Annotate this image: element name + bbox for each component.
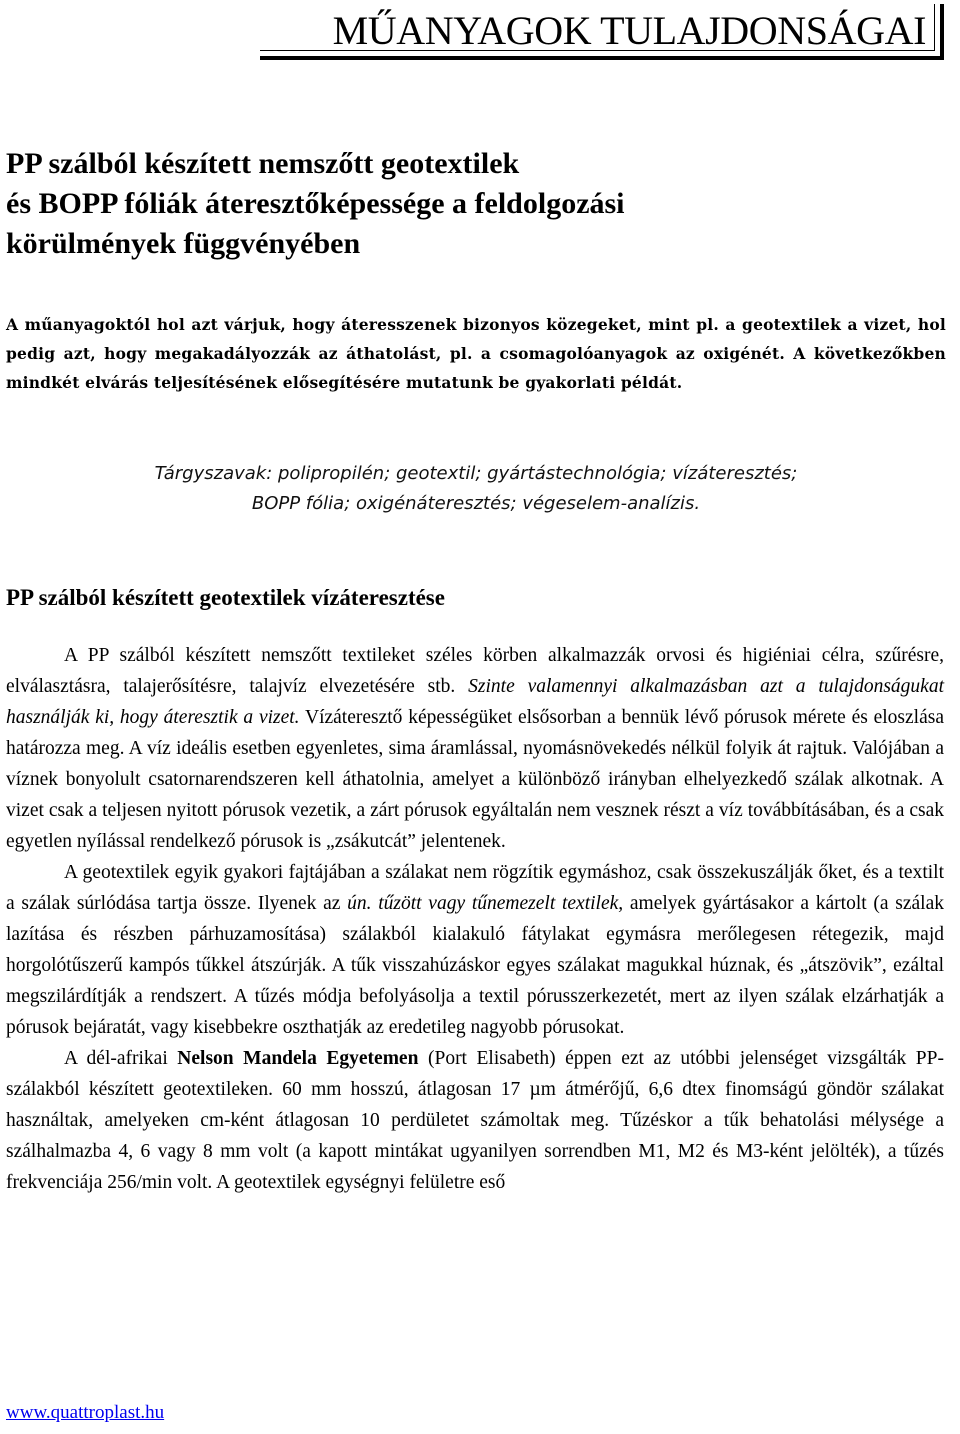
article-title-line-1: PP szálból készített nemszőtt geotextilek bbox=[6, 147, 520, 180]
header-rule-vertical bbox=[934, 4, 935, 51]
article-title bbox=[6, 144, 946, 264]
paragraph-3-bold: Nelson Mandela Egyetemen bbox=[177, 1048, 419, 1069]
footer-website-link[interactable]: www.quattroplast.hu bbox=[6, 1402, 165, 1423]
header-title: MŰANYAGOK TULAJDONSÁGAI bbox=[332, 8, 926, 53]
article-title-line-3: körülmények függvényében bbox=[6, 227, 361, 260]
paragraph-3-text-b: (Port Elisabeth) éppen ezt az utóbbi jelenséget vizsgálták PP-szálakból készített geotextileken. 60 mm hosszú, átlagosan 17 µm átmérőjű, 6,6 dtex finomságú göndör szálakat használtak, amelyeken cm-ként átlagosan 10 perdületet számoltak meg. Tűzéskor a tűk behatolási mélysége a szálhalmazba 4, 6 vagy 8 mm volt (a kapott mintákat ugyanilyen sorrendben M1, M2 és M3-ként jelölték), a tűzés frekvenciája 256/min volt. A geotextilek egységnyi felületre eső bbox=[6, 1048, 944, 1193]
paragraph-2 bbox=[6, 857, 944, 1043]
paragraph-1-text-b: Vízáteresztő képességüket elsősorban a bennük lévő pórusok mérete és eloszlása határozza meg. A víz ideális esetben egyenletes, sima áramlással, nyomásnövekedés nélkül folyik át rajtuk. Valójában a víznek bonyolult csatornarendszeren kell áthatolnia, amelyet a különböző irányban elhelyezkedő szálak alkotnak. A vizet csak a teljesen nyitott pórusok vezetik, a zárt pórusok egyáltalán nem vesznek részt a víz továbbításában, és a csak egyetlen nyílással rendelkező pórusok is „zsákutcát” jelentenek. bbox=[6, 707, 944, 852]
article-abstract: A műanyagoktól hol azt várjuk, hogy áteresszenek bizonyos közegeket, mint pl. a geotextilek a vizet, hol pedig azt, hogy megakadályozzák az áthatolást, pl. a csomagolóanyagok az oxigénét. A következőkben mindkét elvárás teljesítésének elősegítésére mutatunk be gyakorlati példát. bbox=[6, 315, 946, 392]
paragraph-3-text-a: A dél-afrikai bbox=[64, 1048, 178, 1069]
paragraph-2-text-b: amelyek gyártásakor a kártolt (a szálak lazítása és részben párhuzamosítása) szálakból kialakuló fátylakat egymásra merőlegesen rétegezik, majd horgolótűszerű kampós tűkkel átszúrják. A tűk visszahúzáskor egyes szálakat magukkal húznak, és „átszövik”, ezáltal megszilárdítják a rendszert. A tűzés módja befolyásolja a textil pórusszerkezetét, mert az ilyen szálak elzárhatják a pórusok bejáratát, vagy kisebbekre oszthatják az eredetileg nagyobb pórusokat. bbox=[6, 893, 944, 1038]
paragraph-2-italic: ún. tűzött vagy tűnemezelt textilek, bbox=[347, 893, 624, 914]
paragraph-1 bbox=[6, 640, 944, 857]
paragraph-1-text-a: A PP szálból készített nemszőtt textileket széles körben alkalmazzák orvosi és higiéniai célra, szűrésre, elválasztásra, talajerősítésre, talajvíz elvezetésére stb. bbox=[6, 645, 944, 697]
article-keywords bbox=[6, 459, 946, 519]
keywords-line-2: BOPP fólia; oxigénáteresztés; végeselem-analízis. bbox=[251, 493, 701, 514]
keywords-line-1: Tárgyszavak: polipropilén; geotextil; gyártástechnológia; vízáteresztés; bbox=[154, 463, 798, 484]
paragraph-3 bbox=[6, 1043, 944, 1198]
paragraph-1-italic: Szinte valamennyi alkalmazásban azt a tulajdonságukat használják ki, hogy áteresztik a vizet. bbox=[6, 676, 945, 728]
section-heading: PP szálból készített geotextilek vízáteresztése bbox=[6, 585, 445, 610]
paragraph-2-text-a: A geotextilek egyik gyakori fajtájában a szálakat nem rögzítik egymáshoz, csak összekuszálják őket, és a textilt a szálak súrlódása tartja össze. Ilyenek az bbox=[6, 862, 944, 914]
section-body bbox=[6, 640, 944, 1198]
article-title-line-2: és BOPP fóliák áteresztőképessége a feldolgozási bbox=[6, 187, 625, 220]
page-header bbox=[260, 4, 944, 60]
